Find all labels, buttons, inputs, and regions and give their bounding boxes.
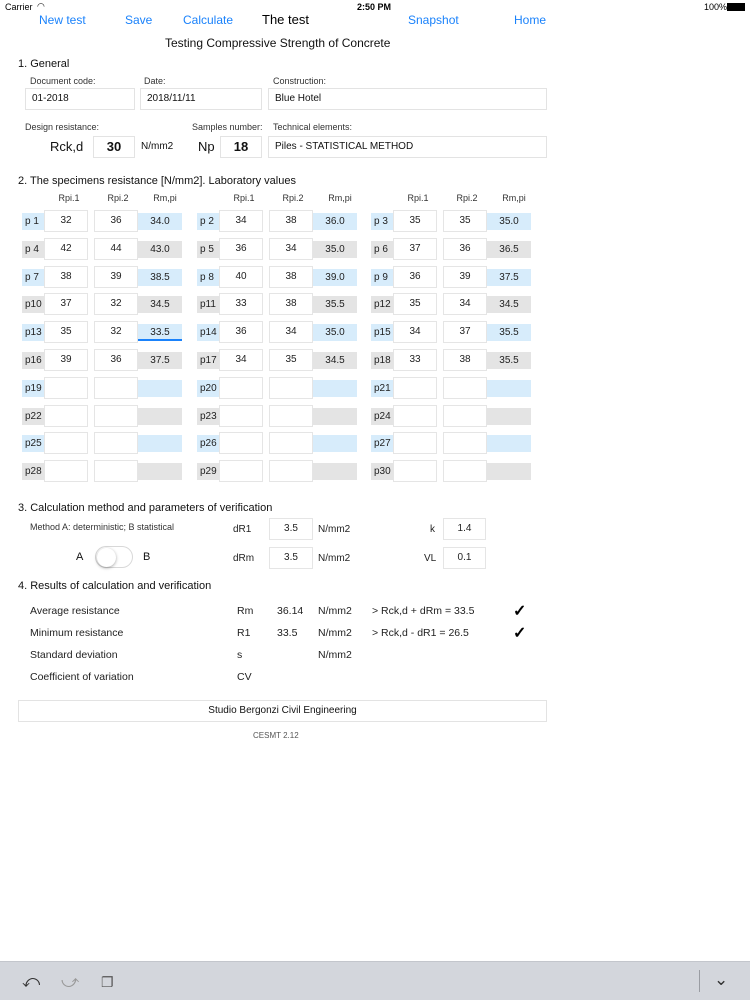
rm-value: 36.5 (487, 241, 531, 258)
rpi1-field[interactable] (393, 460, 437, 482)
rck-label: Rck,d (50, 139, 84, 154)
result-check-expression: > Rck,d + dRm = 33.5 (372, 605, 475, 617)
specimen-id: p17 (197, 352, 219, 369)
result-value: 36.14 (277, 605, 304, 617)
specimen-id: p14 (197, 324, 219, 341)
column-header: Rpi.2 (282, 193, 304, 203)
rm-value: 36.0 (313, 213, 357, 230)
specimen-id: p 2 (197, 213, 219, 230)
clipboard-icon[interactable]: ❐ (101, 974, 114, 990)
rm-value (138, 463, 182, 480)
status-time: 2:50 PM (357, 2, 392, 12)
specimen-id: p 6 (371, 241, 393, 258)
column-header: Rm,pi (502, 193, 526, 203)
document-code-label: Document code: (30, 76, 96, 86)
method-a-label: A (76, 551, 84, 563)
results-heading: 4. Results of calculation and verification (18, 580, 212, 592)
rm-value: 39.0 (313, 269, 357, 286)
specimen-id: p24 (371, 408, 393, 425)
rpi2-field[interactable]: 34 (269, 238, 313, 260)
method-label: Method A: deterministic; B statistical (30, 522, 175, 532)
rpi1-field[interactable] (44, 405, 88, 427)
rpi2-field[interactable]: 36 (443, 238, 487, 260)
rm-value (487, 380, 531, 397)
result-label: Average resistance (30, 605, 120, 617)
rpi1-field[interactable]: 35 (393, 293, 437, 315)
specimen-id: p 9 (371, 269, 393, 286)
rpi2-field[interactable]: 38 (443, 349, 487, 371)
column-header: Rpi.2 (456, 193, 478, 203)
rpi2-field[interactable] (443, 460, 487, 482)
rpi1-field[interactable]: 34 (219, 349, 263, 371)
rpi2-field[interactable] (94, 377, 138, 399)
k-label: k (430, 524, 435, 535)
k-field[interactable]: 1.4 (443, 518, 486, 540)
rpi1-field[interactable]: 32 (44, 210, 88, 232)
specimen-id: p 4 (22, 241, 44, 258)
general-heading: 1. General (18, 58, 70, 70)
rpi1-field[interactable] (44, 377, 88, 399)
rpi2-field[interactable] (443, 405, 487, 427)
rpi2-field[interactable]: 32 (94, 321, 138, 343)
specimen-id: p 3 (371, 213, 393, 230)
result-unit: N/mm2 (318, 649, 352, 661)
specimen-id: p10 (22, 296, 44, 313)
rpi2-field[interactable] (443, 377, 487, 399)
drm-label: dRm (233, 553, 255, 564)
column-header: Rm,pi (153, 193, 177, 203)
rm-value (313, 408, 357, 425)
samples-number-label: Samples number: (192, 122, 263, 132)
rpi2-field[interactable]: 32 (94, 293, 138, 315)
column-header: Rpi.1 (58, 193, 80, 203)
rpi1-field[interactable]: 40 (219, 266, 263, 288)
method-b-label: B (143, 551, 151, 563)
specimen-id: p 5 (197, 241, 219, 258)
rpi1-field[interactable] (219, 405, 263, 427)
rpi1-field[interactable]: 35 (44, 321, 88, 343)
rpi2-field[interactable]: 34 (269, 321, 313, 343)
calc-heading: 3. Calculation method and parameters of verification (18, 502, 273, 514)
specimen-id: p29 (197, 463, 219, 480)
rpi1-field[interactable] (44, 460, 88, 482)
rm-value: 34.0 (138, 213, 182, 230)
np-field[interactable]: 18 (220, 136, 262, 158)
rpi2-field[interactable]: 38 (269, 293, 313, 315)
rpi1-field[interactable] (219, 432, 263, 454)
rm-value: 35.0 (313, 241, 357, 258)
rpi1-field[interactable] (219, 460, 263, 482)
specimen-id: p 8 (197, 269, 219, 286)
rpi2-field[interactable] (443, 432, 487, 454)
battery-percent: 100% (704, 2, 728, 12)
rm-value (313, 380, 357, 397)
rpi2-field[interactable]: 38 (269, 266, 313, 288)
specimen-id: p12 (371, 296, 393, 313)
rpi2-field[interactable]: 36 (94, 349, 138, 371)
rm-value: 35.0 (487, 213, 531, 230)
rm-value: 34.5 (487, 296, 531, 313)
column-header: Rpi.2 (107, 193, 129, 203)
rpi1-field[interactable] (393, 432, 437, 454)
specimen-id: p27 (371, 435, 393, 452)
specimen-id: p15 (371, 324, 393, 341)
toolbar-divider (699, 970, 700, 992)
page-title: Testing Compressive Strength of Concrete (165, 36, 391, 50)
rpi1-field[interactable]: 37 (393, 238, 437, 260)
battery-icon (727, 3, 745, 11)
rm-value: 34.5 (313, 352, 357, 369)
rm-value (487, 408, 531, 425)
rpi1-field[interactable]: 42 (44, 238, 88, 260)
rpi2-field[interactable] (269, 405, 313, 427)
rm-value: 33.5 (138, 324, 182, 341)
dr1-field[interactable]: 3.5 (269, 518, 313, 540)
rpi1-field[interactable] (393, 405, 437, 427)
rpi1-field[interactable]: 34 (393, 321, 437, 343)
rpi2-field[interactable] (94, 432, 138, 454)
rm-value (487, 435, 531, 452)
technical-elements-field[interactable]: Piles - STATISTICAL METHOD (268, 136, 547, 158)
date-label: Date: (144, 76, 166, 86)
rpi1-field[interactable]: 39 (44, 349, 88, 371)
technical-elements-label: Technical elements: (273, 122, 353, 132)
rpi2-field[interactable]: 44 (94, 238, 138, 260)
rpi1-field[interactable]: 34 (219, 210, 263, 232)
rpi1-field[interactable] (44, 432, 88, 454)
method-toggle[interactable] (95, 546, 133, 568)
column-header: Rpi.1 (233, 193, 255, 203)
vl-label: VL (424, 553, 437, 564)
rm-value (138, 380, 182, 397)
specimen-id: p 7 (22, 269, 44, 286)
save-button[interactable]: Save (125, 13, 153, 27)
rm-value: 38.5 (138, 269, 182, 286)
construction-label: Construction: (273, 76, 327, 86)
undo-icon[interactable]: ⤺ (22, 972, 41, 991)
rpi2-field[interactable]: 35 (269, 349, 313, 371)
rpi1-field[interactable]: 37 (44, 293, 88, 315)
new-test-button[interactable]: New test (39, 13, 86, 27)
construction-field[interactable]: Blue Hotel (268, 88, 547, 110)
rpi2-field[interactable]: 34 (443, 293, 487, 315)
rm-value: 35.5 (487, 352, 531, 369)
rm-value (138, 408, 182, 425)
result-symbol: Rm (237, 605, 254, 617)
drm-unit: N/mm2 (318, 553, 351, 564)
specimen-id: p25 (22, 435, 44, 452)
result-symbol: R1 (237, 627, 251, 639)
rpi2-field[interactable]: 37 (443, 321, 487, 343)
rpi2-field[interactable]: 35 (443, 210, 487, 232)
result-value: 33.5 (277, 627, 298, 639)
rm-value: 35.5 (487, 324, 531, 341)
design-resistance-label: Design resistance: (25, 122, 100, 132)
rm-value: 37.5 (138, 352, 182, 369)
nav-title: The test (262, 12, 309, 27)
rpi2-field[interactable] (269, 460, 313, 482)
result-symbol: s (237, 649, 243, 661)
column-header: Rm,pi (328, 193, 352, 203)
specimen-id: p13 (22, 324, 44, 341)
wifi-icon: ◠ (37, 1, 45, 11)
toggle-knob (97, 548, 116, 567)
date-field[interactable]: 2018/11/11 (140, 88, 262, 110)
result-symbol: CV (237, 671, 252, 683)
specimens-heading: 2. The specimens resistance [N/mm2]. Laboratory values (18, 175, 296, 187)
rpi2-field[interactable] (269, 377, 313, 399)
snapshot-button[interactable]: Snapshot (408, 13, 459, 27)
specimen-id: p16 (22, 352, 44, 369)
rpi1-field[interactable]: 36 (393, 266, 437, 288)
checkmark-icon: ✓ (513, 625, 527, 642)
rpi2-field[interactable] (94, 405, 138, 427)
checkmark-icon: ✓ (513, 603, 527, 620)
drm-field[interactable]: 3.5 (269, 547, 313, 569)
specimen-id: p23 (197, 408, 219, 425)
specimen-id: p20 (197, 380, 219, 397)
rm-value: 34.5 (138, 296, 182, 313)
rpi2-field[interactable]: 36 (94, 210, 138, 232)
result-check-expression: > Rck,d - dR1 = 26.5 (372, 627, 469, 639)
specimen-id: p28 (22, 463, 44, 480)
rm-value: 43.0 (138, 241, 182, 258)
dr1-label: dR1 (233, 524, 252, 535)
redo-icon[interactable]: ⤻ (61, 972, 80, 991)
specimen-id: p30 (371, 463, 393, 480)
result-label: Standard deviation (30, 649, 118, 661)
calculate-button[interactable]: Calculate (183, 13, 234, 27)
chevron-down-icon[interactable]: ⌄ (714, 970, 729, 989)
rpi1-field[interactable]: 36 (219, 321, 263, 343)
specimen-id: p18 (371, 352, 393, 369)
keyboard-toolbar (0, 961, 750, 1000)
specimen-id: p 1 (22, 213, 44, 230)
nav-bar (0, 12, 750, 32)
specimen-id: p19 (22, 380, 44, 397)
rpi2-field[interactable]: 39 (443, 266, 487, 288)
column-header: Rpi.1 (407, 193, 429, 203)
rpi1-field[interactable]: 33 (219, 293, 263, 315)
rck-field[interactable]: 30 (93, 136, 135, 158)
result-unit: N/mm2 (318, 627, 352, 639)
rpi2-field[interactable] (269, 432, 313, 454)
result-unit: N/mm2 (318, 605, 352, 617)
specimen-id: p21 (371, 380, 393, 397)
home-button[interactable]: Home (514, 13, 547, 27)
rpi1-field[interactable]: 36 (219, 238, 263, 260)
rm-value: 37.5 (487, 269, 531, 286)
document-code-field[interactable]: 01-2018 (25, 88, 135, 110)
rpi1-field[interactable]: 35 (393, 210, 437, 232)
rpi2-field[interactable] (94, 460, 138, 482)
rm-value (313, 463, 357, 480)
version-label: CESMT 2.12 (253, 731, 299, 740)
company-footer: Studio Bergonzi Civil Engineering (18, 700, 547, 722)
rpi2-field[interactable]: 39 (94, 266, 138, 288)
rm-value: 35.5 (313, 296, 357, 313)
rck-unit: N/mm2 (141, 141, 174, 152)
dr1-unit: N/mm2 (318, 524, 351, 535)
specimen-id: p11 (197, 296, 219, 313)
np-label: Np (198, 139, 215, 154)
rm-value (487, 463, 531, 480)
carrier-label: Carrier (5, 2, 33, 12)
result-label: Minimum resistance (30, 627, 124, 639)
rpi1-field[interactable] (219, 377, 263, 399)
rpi1-field[interactable]: 38 (44, 266, 88, 288)
rm-value: 35.0 (313, 324, 357, 341)
rpi1-field[interactable]: 33 (393, 349, 437, 371)
rpi2-field[interactable]: 38 (269, 210, 313, 232)
result-label: Coefficient of variation (30, 671, 134, 683)
rpi1-field[interactable] (393, 377, 437, 399)
rm-value (138, 435, 182, 452)
specimen-id: p22 (22, 408, 44, 425)
rm-value (313, 435, 357, 452)
vl-field[interactable]: 0.1 (443, 547, 486, 569)
specimen-id: p26 (197, 435, 219, 452)
